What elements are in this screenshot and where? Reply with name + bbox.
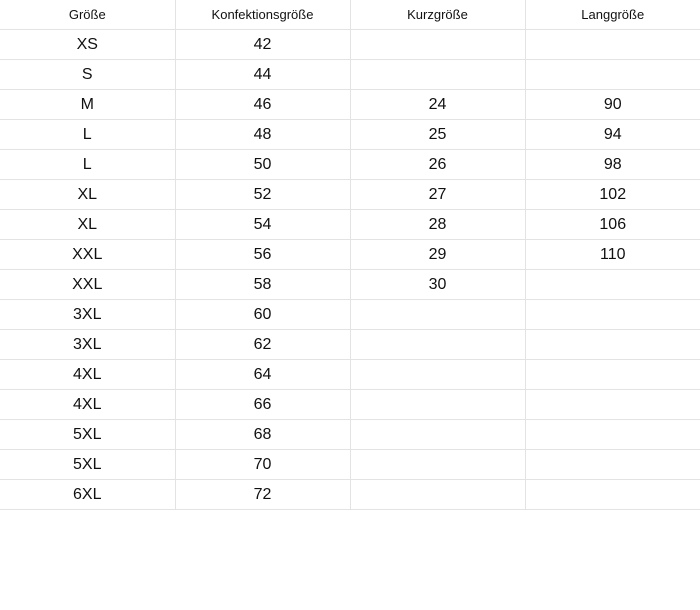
table-row (0, 270, 700, 300)
cell-kurzgroesse (350, 60, 525, 90)
cell-groesse: L (0, 120, 175, 150)
cell-konfektionsgroesse: 58 (175, 270, 350, 300)
cell-kurzgroesse: 25 (350, 120, 525, 150)
cell-konfektionsgroesse: 60 (175, 300, 350, 330)
header-konfektionsgroesse: Konfektionsgröße (175, 0, 350, 30)
cell-groesse: 3XL (0, 300, 175, 330)
cell-langgroesse (525, 360, 700, 390)
cell-groesse: 6XL (0, 480, 175, 510)
table-row (0, 30, 700, 60)
cell-kurzgroesse (350, 300, 525, 330)
header-groesse: Größe (0, 0, 175, 30)
cell-langgroesse (525, 420, 700, 450)
cell-konfektionsgroesse: 70 (175, 450, 350, 480)
cell-kurzgroesse: 28 (350, 210, 525, 240)
cell-langgroesse (525, 270, 700, 300)
cell-konfektionsgroesse: 56 (175, 240, 350, 270)
cell-kurzgroesse: 29 (350, 240, 525, 270)
cell-groesse: XL (0, 210, 175, 240)
table-row (0, 240, 700, 270)
table-row (0, 180, 700, 210)
cell-konfektionsgroesse: 52 (175, 180, 350, 210)
cell-groesse: 3XL (0, 330, 175, 360)
cell-groesse: XL (0, 180, 175, 210)
cell-langgroesse (525, 480, 700, 510)
cell-konfektionsgroesse: 72 (175, 480, 350, 510)
size-chart-header (0, 0, 700, 30)
table-row (0, 150, 700, 180)
cell-kurzgroesse (350, 480, 525, 510)
cell-kurzgroesse (350, 450, 525, 480)
cell-groesse: XXL (0, 240, 175, 270)
cell-groesse: M (0, 90, 175, 120)
cell-groesse: XS (0, 30, 175, 60)
cell-kurzgroesse (350, 30, 525, 60)
cell-kurzgroesse: 24 (350, 90, 525, 120)
cell-groesse: 5XL (0, 420, 175, 450)
cell-konfektionsgroesse: 46 (175, 90, 350, 120)
table-row (0, 480, 700, 510)
cell-kurzgroesse: 30 (350, 270, 525, 300)
table-row (0, 120, 700, 150)
cell-langgroesse: 98 (525, 150, 700, 180)
table-row (0, 210, 700, 240)
cell-langgroesse: 106 (525, 210, 700, 240)
cell-langgroesse: 94 (525, 120, 700, 150)
table-row (0, 360, 700, 390)
cell-langgroesse (525, 390, 700, 420)
table-row (0, 450, 700, 480)
cell-groesse: 4XL (0, 390, 175, 420)
cell-kurzgroesse: 26 (350, 150, 525, 180)
cell-kurzgroesse (350, 390, 525, 420)
cell-kurzgroesse: 27 (350, 180, 525, 210)
table-row (0, 90, 700, 120)
cell-konfektionsgroesse: 68 (175, 420, 350, 450)
cell-konfektionsgroesse: 42 (175, 30, 350, 60)
header-row (0, 0, 700, 30)
cell-langgroesse (525, 300, 700, 330)
header-langgroesse: Langgröße (525, 0, 700, 30)
cell-langgroesse (525, 60, 700, 90)
cell-langgroesse: 110 (525, 240, 700, 270)
cell-langgroesse: 90 (525, 90, 700, 120)
cell-kurzgroesse (350, 360, 525, 390)
size-chart-body (0, 30, 700, 510)
cell-kurzgroesse (350, 420, 525, 450)
cell-konfektionsgroesse: 64 (175, 360, 350, 390)
table-row (0, 330, 700, 360)
cell-langgroesse (525, 330, 700, 360)
table-row (0, 300, 700, 330)
table-row (0, 420, 700, 450)
cell-groesse: XXL (0, 270, 175, 300)
cell-groesse: L (0, 150, 175, 180)
cell-groesse: S (0, 60, 175, 90)
cell-konfektionsgroesse: 50 (175, 150, 350, 180)
cell-groesse: 5XL (0, 450, 175, 480)
cell-langgroesse: 102 (525, 180, 700, 210)
cell-konfektionsgroesse: 66 (175, 390, 350, 420)
cell-konfektionsgroesse: 54 (175, 210, 350, 240)
cell-kurzgroesse (350, 330, 525, 360)
cell-langgroesse (525, 30, 700, 60)
table-row (0, 390, 700, 420)
cell-konfektionsgroesse: 62 (175, 330, 350, 360)
cell-konfektionsgroesse: 44 (175, 60, 350, 90)
table-row (0, 60, 700, 90)
cell-langgroesse (525, 450, 700, 480)
cell-konfektionsgroesse: 48 (175, 120, 350, 150)
cell-groesse: 4XL (0, 360, 175, 390)
header-kurzgroesse: Kurzgröße (350, 0, 525, 30)
